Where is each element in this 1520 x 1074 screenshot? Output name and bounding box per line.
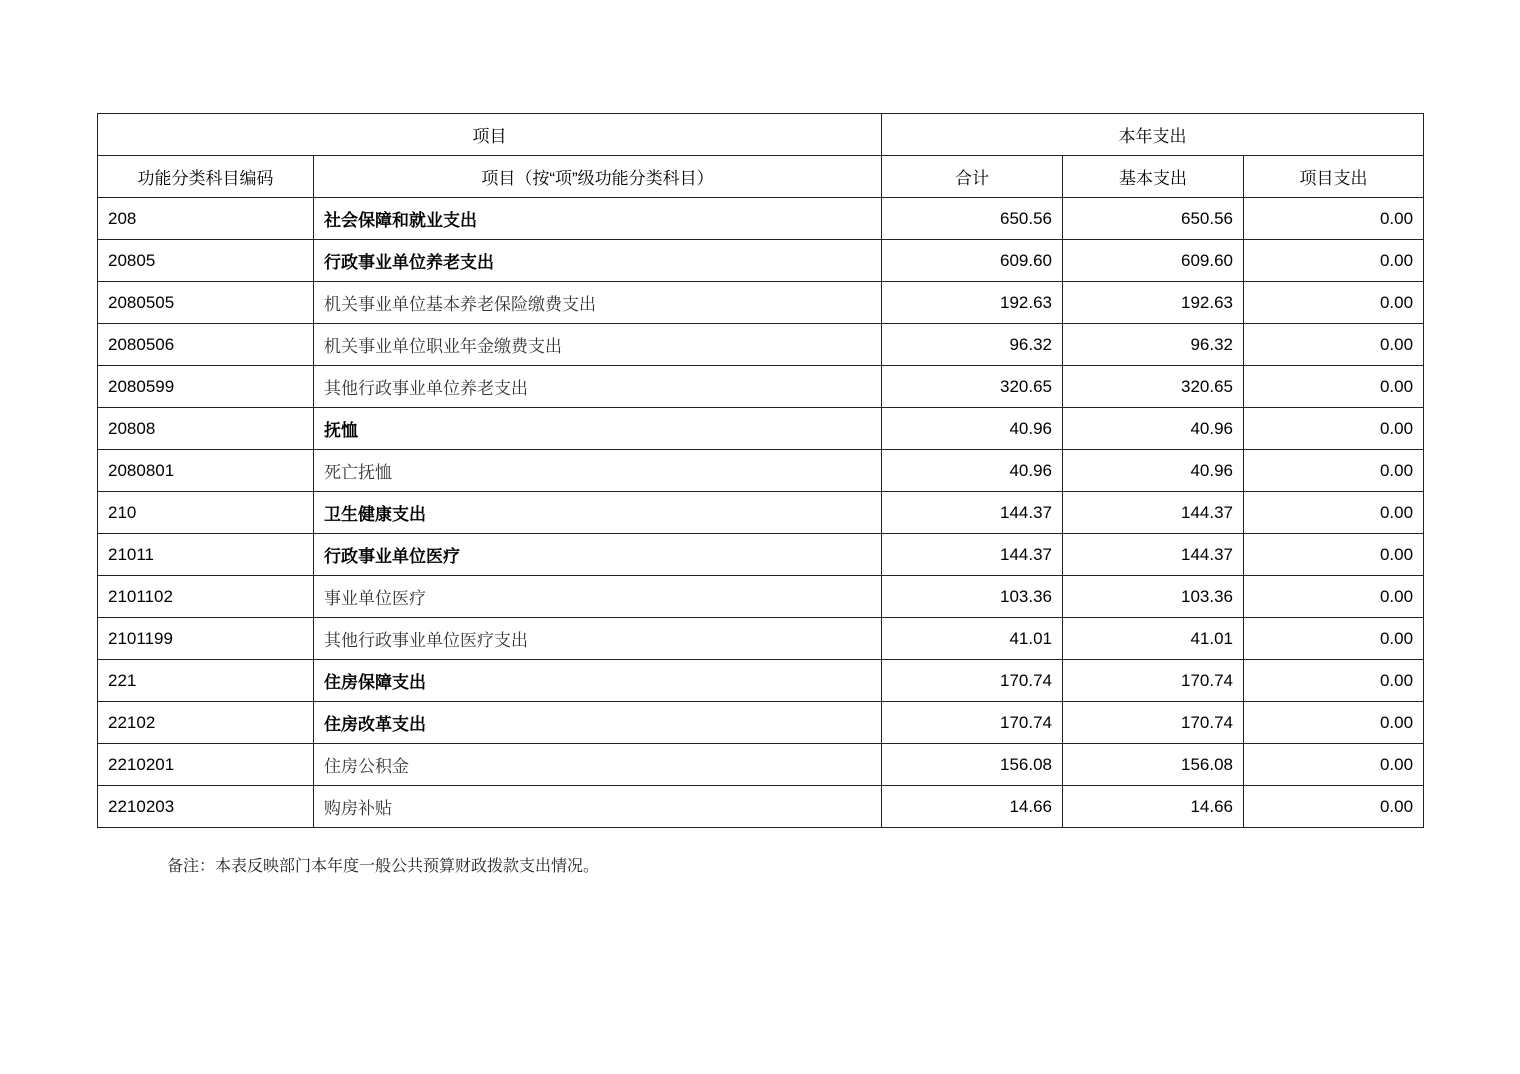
cell-total: 96.32 xyxy=(882,324,1063,366)
table-row xyxy=(98,450,1424,492)
header-row-sub xyxy=(98,156,1424,198)
cell-project: 0.00 xyxy=(1244,366,1424,408)
cell-basic: 156.08 xyxy=(1063,744,1244,786)
cell-basic: 650.56 xyxy=(1063,198,1244,240)
cell-code: 21011 xyxy=(98,534,314,576)
cell-item-name: 住房改革支出 xyxy=(314,702,882,744)
cell-total: 192.63 xyxy=(882,282,1063,324)
cell-item-name: 机关事业单位基本养老保险缴费支出 xyxy=(314,282,882,324)
cell-basic: 41.01 xyxy=(1063,618,1244,660)
table-row xyxy=(98,618,1424,660)
cell-code: 2101102 xyxy=(98,576,314,618)
table-row xyxy=(98,576,1424,618)
cell-item-name: 机关事业单位职业年金缴费支出 xyxy=(314,324,882,366)
cell-project: 0.00 xyxy=(1244,492,1424,534)
cell-total: 170.74 xyxy=(882,660,1063,702)
cell-item-name: 死亡抚恤 xyxy=(314,450,882,492)
cell-project: 0.00 xyxy=(1244,702,1424,744)
cell-basic: 320.65 xyxy=(1063,366,1244,408)
cell-project: 0.00 xyxy=(1244,618,1424,660)
cell-total: 609.60 xyxy=(882,240,1063,282)
cell-basic: 170.74 xyxy=(1063,660,1244,702)
header-item: 项目（按“项”级功能分类科目） xyxy=(314,156,882,198)
cell-item-name: 抚恤 xyxy=(314,408,882,450)
cell-item-name: 行政事业单位医疗 xyxy=(314,534,882,576)
cell-total: 41.01 xyxy=(882,618,1063,660)
cell-code: 20805 xyxy=(98,240,314,282)
header-row-top xyxy=(98,114,1424,156)
cell-code: 208 xyxy=(98,198,314,240)
cell-item-name: 住房公积金 xyxy=(314,744,882,786)
cell-project: 0.00 xyxy=(1244,282,1424,324)
cell-total: 40.96 xyxy=(882,450,1063,492)
cell-code: 2080599 xyxy=(98,366,314,408)
cell-project: 0.00 xyxy=(1244,576,1424,618)
table-row xyxy=(98,492,1424,534)
header-project: 项目 xyxy=(98,114,882,156)
table-body xyxy=(98,198,1424,828)
cell-basic: 96.32 xyxy=(1063,324,1244,366)
cell-item-name: 行政事业单位养老支出 xyxy=(314,240,882,282)
cell-basic: 144.37 xyxy=(1063,492,1244,534)
header-total: 合计 xyxy=(882,156,1063,198)
cell-basic: 40.96 xyxy=(1063,408,1244,450)
cell-item-name: 其他行政事业单位养老支出 xyxy=(314,366,882,408)
cell-item-name: 社会保障和就业支出 xyxy=(314,198,882,240)
cell-project: 0.00 xyxy=(1244,240,1424,282)
cell-project: 0.00 xyxy=(1244,660,1424,702)
cell-item-name: 住房保障支出 xyxy=(314,660,882,702)
cell-code: 221 xyxy=(98,660,314,702)
table-row xyxy=(98,534,1424,576)
cell-total: 14.66 xyxy=(882,786,1063,828)
cell-project: 0.00 xyxy=(1244,744,1424,786)
header-current-year-expense: 本年支出 xyxy=(882,114,1424,156)
table-row xyxy=(98,366,1424,408)
cell-code: 2210203 xyxy=(98,786,314,828)
cell-project: 0.00 xyxy=(1244,534,1424,576)
cell-code: 210 xyxy=(98,492,314,534)
table-row xyxy=(98,660,1424,702)
cell-basic: 170.74 xyxy=(1063,702,1244,744)
cell-basic: 192.63 xyxy=(1063,282,1244,324)
cell-code: 2080801 xyxy=(98,450,314,492)
cell-item-name: 购房补贴 xyxy=(314,786,882,828)
cell-basic: 103.36 xyxy=(1063,576,1244,618)
cell-total: 650.56 xyxy=(882,198,1063,240)
table-row xyxy=(98,702,1424,744)
cell-project: 0.00 xyxy=(1244,324,1424,366)
cell-basic: 609.60 xyxy=(1063,240,1244,282)
cell-basic: 144.37 xyxy=(1063,534,1244,576)
cell-code: 2080506 xyxy=(98,324,314,366)
cell-project: 0.00 xyxy=(1244,786,1424,828)
cell-code: 2210201 xyxy=(98,744,314,786)
cell-total: 144.37 xyxy=(882,492,1063,534)
table-row xyxy=(98,786,1424,828)
expense-table xyxy=(97,113,1424,828)
cell-code: 22102 xyxy=(98,702,314,744)
table-row xyxy=(98,240,1424,282)
cell-total: 170.74 xyxy=(882,702,1063,744)
cell-total: 103.36 xyxy=(882,576,1063,618)
cell-total: 156.08 xyxy=(882,744,1063,786)
cell-total: 40.96 xyxy=(882,408,1063,450)
table-row xyxy=(98,324,1424,366)
header-basic: 基本支出 xyxy=(1063,156,1244,198)
table-row xyxy=(98,744,1424,786)
table-row xyxy=(98,408,1424,450)
cell-basic: 14.66 xyxy=(1063,786,1244,828)
cell-item-name: 其他行政事业单位医疗支出 xyxy=(314,618,882,660)
cell-project: 0.00 xyxy=(1244,450,1424,492)
cell-project: 0.00 xyxy=(1244,408,1424,450)
cell-code: 20808 xyxy=(98,408,314,450)
footnote: 备注：本表反映部门本年度一般公共预算财政拨款支出情况。 xyxy=(167,856,600,875)
cell-total: 320.65 xyxy=(882,366,1063,408)
cell-project: 0.00 xyxy=(1244,198,1424,240)
cell-code: 2101199 xyxy=(98,618,314,660)
cell-item-name: 卫生健康支出 xyxy=(314,492,882,534)
cell-total: 144.37 xyxy=(882,534,1063,576)
cell-code: 2080505 xyxy=(98,282,314,324)
header-code: 功能分类科目编码 xyxy=(98,156,314,198)
table-row xyxy=(98,198,1424,240)
cell-item-name: 事业单位医疗 xyxy=(314,576,882,618)
table-row xyxy=(98,282,1424,324)
cell-basic: 40.96 xyxy=(1063,450,1244,492)
header-project-expense: 项目支出 xyxy=(1244,156,1424,198)
